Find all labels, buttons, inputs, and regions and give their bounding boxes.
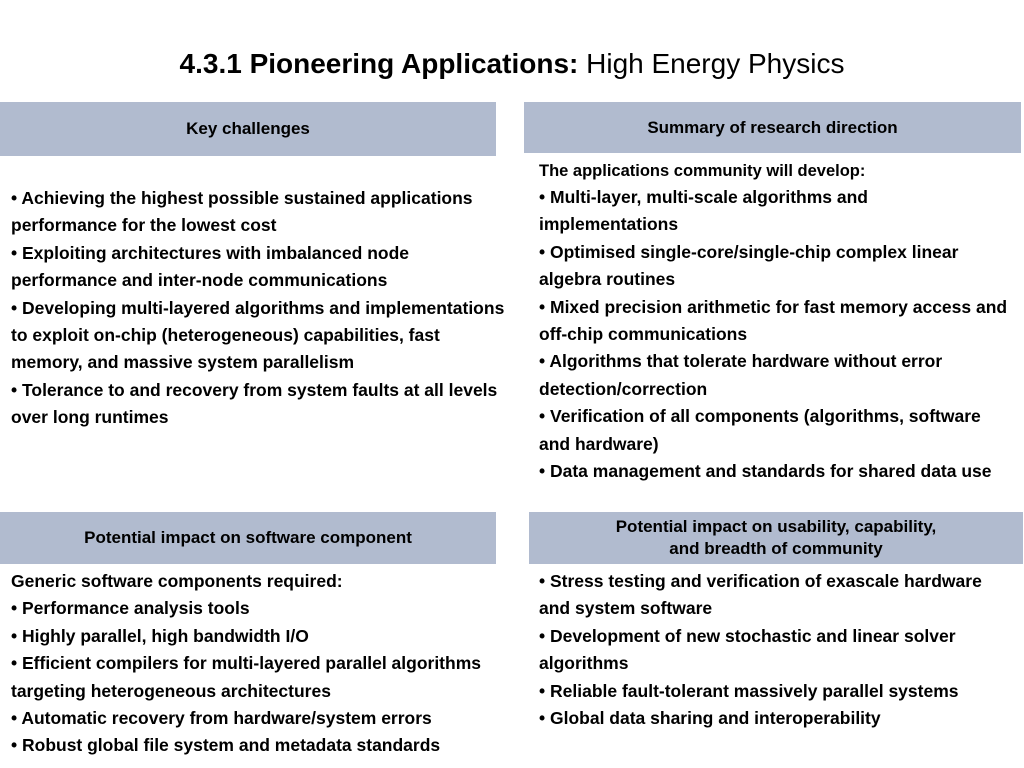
software-component-list [11, 568, 511, 760]
usability-list [539, 568, 1009, 732]
software-component-intro: Generic software components required: [11, 571, 343, 591]
list-item: • Global data sharing and interoperability [539, 708, 881, 729]
list-item: • Efficient compilers for multi-layered parallel algorithms targeting heterogeneous architectures [11, 653, 481, 701]
list-item: • Performance analysis tools [11, 598, 250, 619]
list-item: • Highly parallel, high bandwidth I/O [11, 625, 309, 646]
list-item: • Mixed precision arithmetic for fast memory access and off-chip communications [539, 296, 1008, 345]
software-component-header-label: Potential impact on software component [84, 528, 412, 547]
list-item: • Development of new stochastic and linear solver algorithms [539, 625, 956, 674]
software-component-header [0, 512, 496, 564]
list-item: • Robust global file system and metadata standards [11, 735, 441, 756]
list-item: • Algorithms that tolerate hardware without error detection/correction [539, 351, 943, 399]
research-direction-list [539, 159, 1009, 485]
research-direction-header [524, 102, 1021, 153]
list-item: • Stress testing and verification of exascale hardware and system software [539, 571, 982, 619]
key-challenges-header-label: Key challenges [186, 119, 310, 138]
title-subject: High Energy Physics [586, 48, 845, 79]
list-item: • Achieving the highest possible sustained applications performance for the lowest cost [11, 188, 473, 236]
slide-title [0, 44, 1024, 84]
key-challenges-header [0, 102, 496, 156]
list-item: • Developing multi-layered algorithms and implementations to exploit on-chip (heterogeneous) capabilities, fast memory, and massive system parallelism [11, 297, 505, 373]
title-bold-part: 4.3.1 Pioneering Applications: [179, 48, 579, 79]
research-direction-header-label: Summary of research direction [647, 117, 898, 137]
list-item: • Automatic recovery from hardware/system errors [11, 708, 432, 729]
list-item: • Verification of all components (algorithms, software and hardware) [539, 406, 981, 454]
usability-header-line2: and breadth of community [669, 539, 883, 558]
usability-header [529, 512, 1023, 564]
key-challenges-list [11, 185, 511, 432]
research-direction-intro: The applications community will develop: [539, 162, 866, 180]
list-item: • Multi-layer, multi-scale algorithms and implementations [539, 187, 868, 235]
list-item: • Optimised single-core/single-chip complex linear algebra routines [539, 241, 959, 290]
list-item: • Reliable fault-tolerant massively parallel systems [539, 680, 959, 701]
list-item: • Exploiting architectures with imbalanced node performance and inter-node communications [11, 242, 410, 291]
usability-header-line1: Potential impact on usability, capability, [615, 517, 937, 536]
list-item: • Data management and standards for shared data use [539, 461, 992, 482]
usability-header-label [616, 516, 937, 560]
list-item: • Tolerance to and recovery from system faults at all levels over long runtimes [11, 379, 498, 428]
